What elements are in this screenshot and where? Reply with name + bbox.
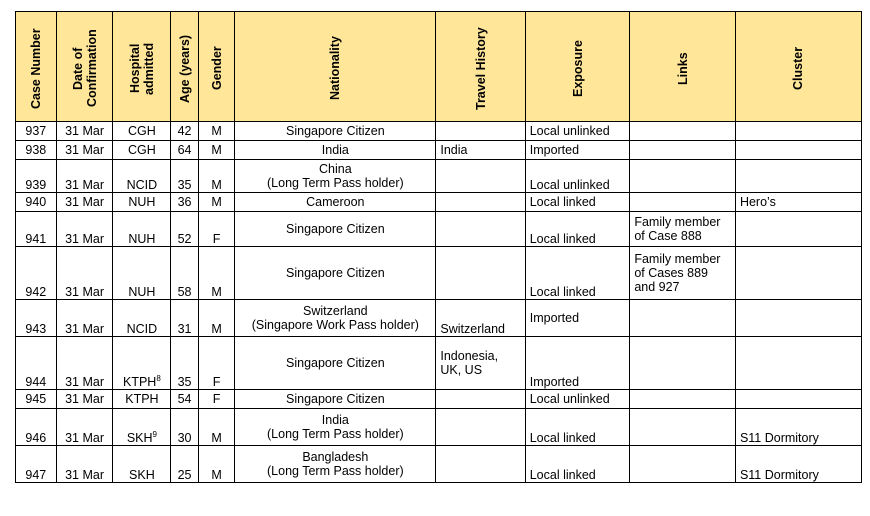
table-row xyxy=(16,122,862,141)
age-cell: 54 xyxy=(171,390,198,409)
nationality-cell xyxy=(235,409,436,446)
age-cell: 52 xyxy=(171,212,198,247)
age-cell: 35 xyxy=(171,337,198,390)
date-cell: 31 Mar xyxy=(56,390,113,409)
gender-cell: F xyxy=(198,390,235,409)
date-cell: 31 Mar xyxy=(56,160,113,193)
nationality-cell xyxy=(235,446,436,483)
links-cell xyxy=(630,390,736,409)
links-line: of Cases 889 xyxy=(634,266,708,280)
case-number-cell: 939 xyxy=(16,160,57,193)
table-row xyxy=(16,390,862,409)
travel-history-cell xyxy=(436,160,525,193)
links-cell xyxy=(630,446,736,483)
header-cluster: Cluster xyxy=(735,12,861,122)
cluster-cell xyxy=(735,122,861,141)
hospital-cell xyxy=(113,193,171,212)
table-row xyxy=(16,300,862,337)
date-cell: 31 Mar xyxy=(56,122,113,141)
header-date: Date of Confirmation xyxy=(56,12,113,122)
date-cell: 31 Mar xyxy=(56,337,113,390)
nationality-cell xyxy=(235,141,436,160)
gender-cell: F xyxy=(198,337,235,390)
hospital-cell xyxy=(113,247,171,300)
links-line: Family member xyxy=(634,252,721,266)
nationality-cell xyxy=(235,160,436,193)
hospital-name: SKH xyxy=(129,468,155,482)
date-cell: 31 Mar xyxy=(56,247,113,300)
gender-cell: F xyxy=(198,212,235,247)
gender-cell: M xyxy=(198,122,235,141)
date-cell: 31 Mar xyxy=(56,193,113,212)
table-row xyxy=(16,337,862,390)
age-cell: 35 xyxy=(171,160,198,193)
gender-cell: M xyxy=(198,247,235,300)
hospital-name: NCID xyxy=(126,322,158,336)
links-cell xyxy=(630,160,736,193)
age-cell: 25 xyxy=(171,446,198,483)
exposure-cell: Local linked xyxy=(525,193,630,212)
cluster-cell xyxy=(735,212,861,247)
nationality-line: India xyxy=(321,143,349,157)
nationality-line: Singapore Citizen xyxy=(286,222,385,236)
cluster-cell xyxy=(735,247,861,300)
nationality-line: Cameroon xyxy=(306,195,365,209)
links-cell xyxy=(630,212,736,247)
nationality-cell xyxy=(235,212,436,247)
nationality-cell xyxy=(235,390,436,409)
case-table xyxy=(15,11,862,483)
exposure-cell: Imported xyxy=(525,141,630,160)
hospital-cell xyxy=(113,300,171,337)
travel-history-cell xyxy=(436,193,525,212)
nationality-cell xyxy=(235,337,436,390)
exposure-cell: Local linked xyxy=(525,212,630,247)
cluster-cell xyxy=(735,390,861,409)
nationality-line: Singapore Citizen xyxy=(286,392,385,406)
nationality-cell xyxy=(235,300,436,337)
hospital-name: CGH xyxy=(128,143,156,157)
date-cell: 31 Mar xyxy=(56,212,113,247)
table-row xyxy=(16,141,862,160)
date-cell: 31 Mar xyxy=(56,409,113,446)
case-number-cell: 938 xyxy=(16,141,57,160)
header-hospital: Hospital admitted xyxy=(113,12,171,122)
exposure-cell: Local unlinked xyxy=(525,390,630,409)
nationality-line: Singapore Citizen xyxy=(286,356,385,370)
gender-cell: M xyxy=(198,409,235,446)
exposure-cell: Local linked xyxy=(525,446,630,483)
header-age: Age (years) xyxy=(171,12,198,122)
links-cell xyxy=(630,193,736,212)
cluster-cell xyxy=(735,141,861,160)
links-line: of Case 888 xyxy=(634,229,702,243)
header-nationality: Nationality xyxy=(235,12,436,122)
travel-history-cell xyxy=(436,409,525,446)
hospital-cell xyxy=(113,212,171,247)
hospital-cell xyxy=(113,122,171,141)
travel-line: Switzerland xyxy=(440,322,505,336)
nationality-line: China xyxy=(319,162,352,176)
case-number-cell: 946 xyxy=(16,409,57,446)
gender-cell: M xyxy=(198,446,235,483)
hospital-name: KTPH xyxy=(125,392,159,406)
case-number-cell: 941 xyxy=(16,212,57,247)
hospital-name: SKH xyxy=(126,431,153,445)
table-row xyxy=(16,247,862,300)
exposure-cell: Local unlinked xyxy=(525,122,630,141)
travel-line: Indonesia, xyxy=(440,349,499,363)
header-exposure: Exposure xyxy=(525,12,630,122)
links-line: Family member xyxy=(634,215,721,229)
nationality-pass-line: (Long Term Pass holder) xyxy=(267,464,404,478)
header-row xyxy=(16,12,862,122)
cluster-cell xyxy=(735,300,861,337)
travel-history-cell xyxy=(436,390,525,409)
cluster-cell: S11 Dormitory xyxy=(735,446,861,483)
links-cell xyxy=(630,141,736,160)
links-line: and 927 xyxy=(634,280,680,294)
exposure-cell: Local unlinked xyxy=(525,160,630,193)
age-cell: 42 xyxy=(171,122,198,141)
case-number-cell: 937 xyxy=(16,122,57,141)
nationality-cell xyxy=(235,122,436,141)
exposure-cell: Imported xyxy=(525,300,630,337)
footnote-marker: 9 xyxy=(152,429,157,439)
hospital-name: NCID xyxy=(126,178,158,192)
table-row xyxy=(16,212,862,247)
hospital-name: NUH xyxy=(128,195,156,209)
table-row xyxy=(16,409,862,446)
travel-history-cell xyxy=(436,122,525,141)
age-cell: 58 xyxy=(171,247,198,300)
hospital-cell xyxy=(113,390,171,409)
travel-history-cell xyxy=(436,141,525,160)
travel-history-cell xyxy=(436,247,525,300)
gender-cell: M xyxy=(198,300,235,337)
hospital-name: KTPH xyxy=(123,375,157,389)
exposure-cell: Imported xyxy=(525,337,630,390)
date-cell: 31 Mar xyxy=(56,300,113,337)
travel-history-cell xyxy=(436,300,525,337)
nationality-cell xyxy=(235,247,436,300)
nationality-pass-line: (Long Term Pass holder) xyxy=(267,427,404,441)
case-number-cell: 945 xyxy=(16,390,57,409)
travel-history-cell xyxy=(436,212,525,247)
case-number-cell: 944 xyxy=(16,337,57,390)
table-row xyxy=(16,446,862,483)
cluster-cell xyxy=(735,337,861,390)
header-travel-history: Travel History xyxy=(436,12,525,122)
case-number-cell: 947 xyxy=(16,446,57,483)
header-links: Links xyxy=(630,12,736,122)
nationality-line: India xyxy=(321,413,349,427)
hospital-cell xyxy=(113,446,171,483)
hospital-name: NUH xyxy=(128,232,156,246)
date-cell: 31 Mar xyxy=(56,446,113,483)
gender-cell: M xyxy=(198,193,235,212)
hospital-cell xyxy=(113,160,171,193)
cluster-cell xyxy=(735,160,861,193)
case-number-cell: 943 xyxy=(16,300,57,337)
nationality-line: Switzerland xyxy=(303,304,368,318)
nationality-line: Singapore Citizen xyxy=(286,266,385,280)
gender-cell: M xyxy=(198,160,235,193)
cluster-cell: S11 Dormitory xyxy=(735,409,861,446)
hospital-name: NUH xyxy=(128,285,156,299)
links-cell xyxy=(630,337,736,390)
hospital-cell xyxy=(113,337,171,390)
exposure-cell: Local linked xyxy=(525,247,630,300)
case-number-cell: 942 xyxy=(16,247,57,300)
age-cell: 64 xyxy=(171,141,198,160)
age-cell: 31 xyxy=(171,300,198,337)
links-cell xyxy=(630,247,736,300)
travel-line: India xyxy=(440,143,468,157)
travel-history-cell xyxy=(436,446,525,483)
age-cell: 36 xyxy=(171,193,198,212)
header-gender: Gender xyxy=(198,12,235,122)
nationality-line: Bangladesh xyxy=(302,450,369,464)
header-case-number: Case Number xyxy=(16,12,57,122)
links-cell xyxy=(630,409,736,446)
exposure-cell: Local linked xyxy=(525,409,630,446)
age-cell: 30 xyxy=(171,409,198,446)
gender-cell: M xyxy=(198,141,235,160)
nationality-pass-line: (Singapore Work Pass holder) xyxy=(251,318,419,332)
hospital-name: CGH xyxy=(128,124,156,138)
table-row xyxy=(16,193,862,212)
nationality-line: Singapore Citizen xyxy=(286,124,385,138)
travel-history-cell xyxy=(436,337,525,390)
table-row xyxy=(16,160,862,193)
links-cell xyxy=(630,300,736,337)
nationality-cell xyxy=(235,193,436,212)
nationality-pass-line: (Long Term Pass holder) xyxy=(267,176,404,190)
links-cell xyxy=(630,122,736,141)
footnote-marker: 8 xyxy=(156,373,161,383)
cluster-cell: Hero’s xyxy=(735,193,861,212)
travel-line: UK, US xyxy=(440,363,483,377)
hospital-cell xyxy=(113,141,171,160)
date-cell: 31 Mar xyxy=(56,141,113,160)
hospital-cell xyxy=(113,409,171,446)
case-number-cell: 940 xyxy=(16,193,57,212)
